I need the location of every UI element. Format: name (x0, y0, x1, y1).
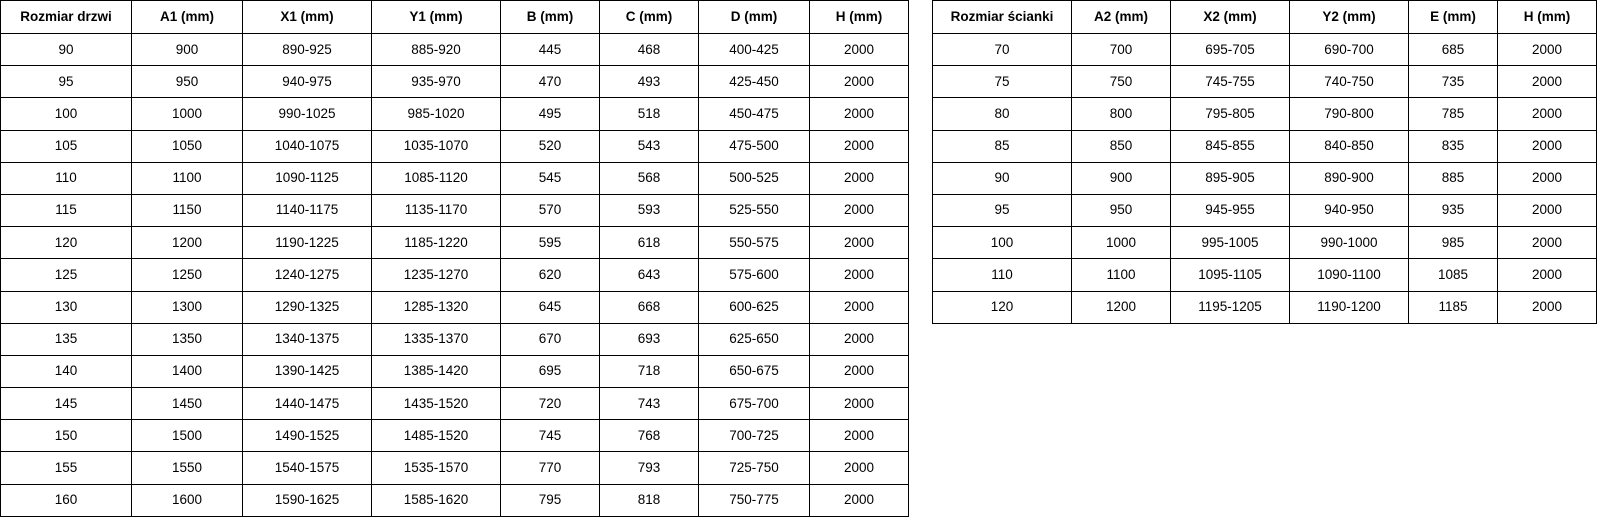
cell: 900 (1072, 162, 1171, 194)
cell: 1095-1105 (1171, 259, 1290, 291)
cell: 768 (600, 420, 699, 452)
cell: 685 (1409, 34, 1498, 66)
cell: 1500 (132, 420, 243, 452)
cell: 645 (501, 291, 600, 323)
cell: 120 (933, 291, 1072, 323)
cell: 150 (1, 420, 132, 452)
cell: 1285-1320 (372, 291, 501, 323)
cell: 940-950 (1290, 194, 1409, 226)
walls-table-body (933, 34, 1597, 324)
table-row (933, 194, 1597, 226)
cell: 75 (933, 66, 1072, 98)
cell: 1185 (1409, 291, 1498, 323)
cell: 1540-1575 (243, 452, 372, 484)
cell: 1340-1375 (243, 323, 372, 355)
cell: 493 (600, 66, 699, 98)
cell: 1390-1425 (243, 355, 372, 387)
walls-dimensions-table-container (932, 0, 1597, 324)
cell: 1100 (1072, 259, 1171, 291)
cell: 618 (600, 227, 699, 259)
cell: 130 (1, 291, 132, 323)
cell: 2000 (810, 259, 909, 291)
cell: 445 (501, 34, 600, 66)
cell: 120 (1, 227, 132, 259)
cell: 1600 (132, 484, 243, 516)
column-header-y2: Y2 (mm) (1290, 1, 1409, 34)
cell: 750-775 (699, 484, 810, 516)
cell: 400-425 (699, 34, 810, 66)
column-header-x2: X2 (mm) (1171, 1, 1290, 34)
cell: 495 (501, 98, 600, 130)
cell: 793 (600, 452, 699, 484)
cell: 600-625 (699, 291, 810, 323)
cell: 2000 (810, 452, 909, 484)
cell: 720 (501, 388, 600, 420)
cell: 570 (501, 194, 600, 226)
column-header-a1: A1 (mm) (132, 1, 243, 34)
cell: 2000 (1498, 259, 1597, 291)
cell: 1385-1420 (372, 355, 501, 387)
cell: 2000 (810, 420, 909, 452)
cell: 1040-1075 (243, 130, 372, 162)
cell: 668 (600, 291, 699, 323)
cell: 1190-1200 (1290, 291, 1409, 323)
cell: 800 (1072, 98, 1171, 130)
cell: 1550 (132, 452, 243, 484)
table-row (933, 291, 1597, 323)
cell: 450-475 (699, 98, 810, 130)
column-header-e: E (mm) (1409, 1, 1498, 34)
cell: 700 (1072, 34, 1171, 66)
table-row (1, 194, 909, 226)
cell: 2000 (1498, 98, 1597, 130)
cell: 1440-1475 (243, 388, 372, 420)
cell: 525-550 (699, 194, 810, 226)
cell: 593 (600, 194, 699, 226)
walls-table-header (933, 1, 1597, 34)
table-row (1, 130, 909, 162)
table-row (933, 130, 1597, 162)
cell: 743 (600, 388, 699, 420)
column-header-h: H (mm) (810, 1, 909, 34)
cell: 1190-1225 (243, 227, 372, 259)
cell: 2000 (1498, 130, 1597, 162)
cell: 620 (501, 259, 600, 291)
cell: 545 (501, 162, 600, 194)
cell: 693 (600, 323, 699, 355)
cell: 2000 (810, 34, 909, 66)
cell: 1450 (132, 388, 243, 420)
table-row (933, 98, 1597, 130)
cell: 2000 (1498, 34, 1597, 66)
cell: 1235-1270 (372, 259, 501, 291)
cell: 795-805 (1171, 98, 1290, 130)
cell: 70 (933, 34, 1072, 66)
cell: 950 (1072, 194, 1171, 226)
cell: 990-1000 (1290, 227, 1409, 259)
cell: 895-905 (1171, 162, 1290, 194)
cell: 2000 (1498, 66, 1597, 98)
cell: 995-1005 (1171, 227, 1290, 259)
cell: 795 (501, 484, 600, 516)
cell: 990-1025 (243, 98, 372, 130)
column-header-b: B (mm) (501, 1, 600, 34)
cell: 770 (501, 452, 600, 484)
cell: 785 (1409, 98, 1498, 130)
cell: 625-650 (699, 323, 810, 355)
cell: 885-920 (372, 34, 501, 66)
cell: 95 (933, 194, 1072, 226)
cell: 750 (1072, 66, 1171, 98)
cell: 1300 (132, 291, 243, 323)
cell: 935-970 (372, 66, 501, 98)
cell: 735 (1409, 66, 1498, 98)
cell: 85 (933, 130, 1072, 162)
cell: 110 (933, 259, 1072, 291)
cell: 2000 (1498, 291, 1597, 323)
cell: 1100 (132, 162, 243, 194)
cell: 700-725 (699, 420, 810, 452)
cell: 845-855 (1171, 130, 1290, 162)
table-row (933, 162, 1597, 194)
column-header-h: H (mm) (1498, 1, 1597, 34)
cell: 643 (600, 259, 699, 291)
table-row (933, 34, 1597, 66)
cell: 985 (1409, 227, 1498, 259)
cell: 518 (600, 98, 699, 130)
cell: 900 (132, 34, 243, 66)
doors-table-header (1, 1, 909, 34)
table-row (1, 484, 909, 516)
table-row (1, 452, 909, 484)
cell: 1185-1220 (372, 227, 501, 259)
column-header-rozmiar-scianki: Rozmiar ścianki (933, 1, 1072, 34)
cell: 950 (132, 66, 243, 98)
cell: 1085-1120 (372, 162, 501, 194)
cell: 575-600 (699, 259, 810, 291)
cell: 840-850 (1290, 130, 1409, 162)
table-row (1, 34, 909, 66)
cell: 160 (1, 484, 132, 516)
cell: 2000 (810, 355, 909, 387)
cell: 425-450 (699, 66, 810, 98)
cell: 2000 (1498, 227, 1597, 259)
cell: 95 (1, 66, 132, 98)
table-row (1, 388, 909, 420)
cell: 550-575 (699, 227, 810, 259)
cell: 145 (1, 388, 132, 420)
cell: 90 (933, 162, 1072, 194)
cell: 850 (1072, 130, 1171, 162)
table-row (1, 98, 909, 130)
cell: 1485-1520 (372, 420, 501, 452)
column-header-x1: X1 (mm) (243, 1, 372, 34)
cell: 940-975 (243, 66, 372, 98)
cell: 2000 (810, 291, 909, 323)
cell: 1240-1275 (243, 259, 372, 291)
cell: 725-750 (699, 452, 810, 484)
cell: 1050 (132, 130, 243, 162)
cell: 100 (933, 227, 1072, 259)
cell: 2000 (810, 323, 909, 355)
cell: 1090-1125 (243, 162, 372, 194)
cell: 695-705 (1171, 34, 1290, 66)
cell: 670 (501, 323, 600, 355)
cell: 1250 (132, 259, 243, 291)
table-row (1, 355, 909, 387)
cell: 475-500 (699, 130, 810, 162)
cell: 745-755 (1171, 66, 1290, 98)
cell: 2000 (1498, 162, 1597, 194)
table-header-row (1, 1, 909, 34)
table-row (933, 66, 1597, 98)
cell: 935 (1409, 194, 1498, 226)
cell: 1400 (132, 355, 243, 387)
cell: 740-750 (1290, 66, 1409, 98)
cell: 543 (600, 130, 699, 162)
cell: 1335-1370 (372, 323, 501, 355)
cell: 1085 (1409, 259, 1498, 291)
cell: 470 (501, 66, 600, 98)
table-row (933, 227, 1597, 259)
cell: 110 (1, 162, 132, 194)
cell: 790-800 (1290, 98, 1409, 130)
cell: 1200 (132, 227, 243, 259)
cell: 520 (501, 130, 600, 162)
cell: 1200 (1072, 291, 1171, 323)
cell: 2000 (810, 484, 909, 516)
cell: 2000 (810, 98, 909, 130)
column-header-c: C (mm) (600, 1, 699, 34)
table-row (1, 323, 909, 355)
cell: 718 (600, 355, 699, 387)
cell: 695 (501, 355, 600, 387)
cell: 818 (600, 484, 699, 516)
table-row (1, 162, 909, 194)
cell: 1350 (132, 323, 243, 355)
table-row (1, 66, 909, 98)
cell: 115 (1, 194, 132, 226)
cell: 650-675 (699, 355, 810, 387)
cell: 468 (600, 34, 699, 66)
walls-dimensions-table (932, 0, 1597, 324)
cell: 2000 (810, 162, 909, 194)
cell: 2000 (1498, 194, 1597, 226)
table-row (1, 227, 909, 259)
cell: 1290-1325 (243, 291, 372, 323)
table-row (1, 420, 909, 452)
cell: 690-700 (1290, 34, 1409, 66)
cell: 1140-1175 (243, 194, 372, 226)
cell: 2000 (810, 227, 909, 259)
cell: 2000 (810, 130, 909, 162)
cell: 1135-1170 (372, 194, 501, 226)
cell: 1090-1100 (1290, 259, 1409, 291)
cell: 1000 (1072, 227, 1171, 259)
cell: 568 (600, 162, 699, 194)
cell: 1590-1625 (243, 484, 372, 516)
cell: 1195-1205 (1171, 291, 1290, 323)
cell: 835 (1409, 130, 1498, 162)
cell: 985-1020 (372, 98, 501, 130)
cell: 1000 (132, 98, 243, 130)
cell: 90 (1, 34, 132, 66)
cell: 945-955 (1171, 194, 1290, 226)
column-header-a2: A2 (mm) (1072, 1, 1171, 34)
cell: 745 (501, 420, 600, 452)
cell: 80 (933, 98, 1072, 130)
cell: 1535-1570 (372, 452, 501, 484)
cell: 1585-1620 (372, 484, 501, 516)
table-row (1, 259, 909, 291)
cell: 125 (1, 259, 132, 291)
cell: 1035-1070 (372, 130, 501, 162)
cell: 2000 (810, 388, 909, 420)
cell: 675-700 (699, 388, 810, 420)
cell: 890-925 (243, 34, 372, 66)
table-row (933, 259, 1597, 291)
table-header-row (933, 1, 1597, 34)
cell: 1490-1525 (243, 420, 372, 452)
cell: 140 (1, 355, 132, 387)
cell: 885 (1409, 162, 1498, 194)
cell: 155 (1, 452, 132, 484)
cell: 100 (1, 98, 132, 130)
cell: 1435-1520 (372, 388, 501, 420)
cell: 105 (1, 130, 132, 162)
doors-table-body (1, 34, 909, 517)
column-header-rozmiar-drzwi: Rozmiar drzwi (1, 1, 132, 34)
cell: 2000 (810, 194, 909, 226)
cell: 2000 (810, 66, 909, 98)
column-header-y1: Y1 (mm) (372, 1, 501, 34)
cell: 595 (501, 227, 600, 259)
cell: 500-525 (699, 162, 810, 194)
column-header-d: D (mm) (699, 1, 810, 34)
cell: 890-900 (1290, 162, 1409, 194)
cell: 135 (1, 323, 132, 355)
cell: 1150 (132, 194, 243, 226)
table-row (1, 291, 909, 323)
